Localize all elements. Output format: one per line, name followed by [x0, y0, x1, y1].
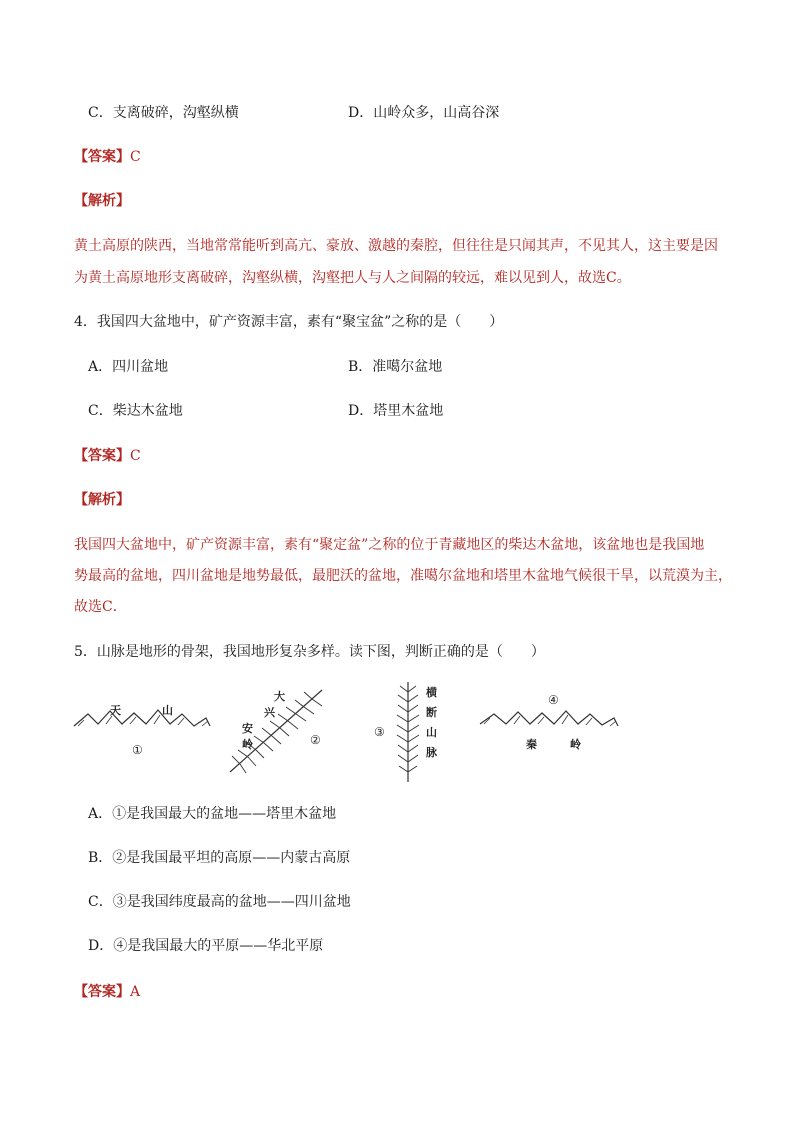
q4-option-a: A．四川盆地: [88, 359, 169, 375]
q3-analysis-line-1: 黄土高原的陕西，当地常常能听到高亢、豪放、激越的秦腔，但往往是只闻其声，不见其人，这主要是因: [74, 238, 718, 254]
answer-label: 【答案】: [74, 448, 130, 464]
qinling-range: [480, 711, 618, 726]
q4-analysis-line-1: 我国四大盆地中，矿产资源丰富，素有“聚定盆”之称的位于青藏地区的柴达木盆地，该盆地也是我国地: [74, 537, 705, 553]
q3-analysis-label: 【解析】: [74, 193, 130, 209]
mark-4: ④: [548, 693, 559, 707]
tianshan-label-2: 山: [162, 704, 173, 717]
hengduan-label-4: 脉: [426, 746, 437, 759]
hengduan-range: [397, 682, 419, 782]
answer-label: 【答案】: [74, 984, 130, 1000]
q4-analysis-label: 【解析】: [74, 492, 130, 508]
answer-value: A: [130, 984, 141, 1000]
q4-analysis-line-3: 故选C．: [74, 599, 127, 615]
daxinganling-label-1: 大: [274, 690, 285, 703]
daxinganling-label-2: 兴: [264, 706, 275, 719]
q4-option-d: D．塔里木盆地: [348, 403, 444, 419]
q5-option-c: C．③是我国纬度最高的盆地——四川盆地: [88, 894, 351, 910]
qinling-label-1: 秦: [526, 738, 537, 751]
q5-option-d: D．④是我国最大的平原——华北平原: [88, 938, 324, 954]
q3-answer: [74, 147, 141, 167]
q5-answer: [74, 982, 140, 1002]
mark-3: ③: [374, 725, 385, 739]
mark-2: ②: [310, 733, 321, 747]
qinling-label-2: 岭: [570, 738, 581, 751]
hengduan-label-1: 横: [426, 686, 437, 699]
q4-question: 4．我国四大盆地中，矿产资源丰富，素有“聚宝盆”之称的是（ ）: [74, 314, 504, 330]
q3-option-d: D．山岭众多，山高谷深: [348, 105, 500, 121]
hengduan-label-3: 山: [426, 726, 437, 739]
hengduan-label-2: 断: [426, 706, 437, 719]
q5-option-a: A．①是我国最大的盆地——塔里木盆地: [88, 806, 337, 822]
q3-analysis-line-2: 为黄土高原地形支离破碎，沟壑纵横，沟壑把人与人之间隔的较远，难以见到人，故选C。: [74, 270, 631, 286]
answer-value: C: [130, 149, 141, 165]
tianshan-range: [74, 710, 210, 726]
q4-answer: [74, 446, 141, 466]
q4-option-c: C．柴达木盆地: [88, 403, 183, 419]
mark-1: ①: [132, 743, 143, 757]
q3-option-c: C．支离破碎，沟壑纵横: [88, 105, 239, 121]
daxinganling-label-3: 安: [242, 722, 253, 735]
answer-label: 【答案】: [74, 149, 130, 165]
q5-option-b: B．②是我国最平坦的高原——内蒙古高原: [88, 850, 351, 866]
daxinganling-label-4: 岭: [242, 738, 253, 751]
q5-question: 5．山脉是地形的骨架，我国地形复杂多样。读下图，判断正确的是（ ）: [74, 644, 545, 660]
mountain-range-figure: [70, 678, 630, 788]
q4-analysis-line-2: 势最高的盆地，四川盆地是地势最低，最肥沃的盆地，准噶尔盆地和塔里木盆地气候很干旱，以荒漠为主，: [74, 568, 732, 584]
q4-option-b: B．准噶尔盆地: [348, 359, 443, 375]
answer-value: C: [130, 448, 141, 464]
tianshan-label-1: 天: [110, 704, 121, 717]
